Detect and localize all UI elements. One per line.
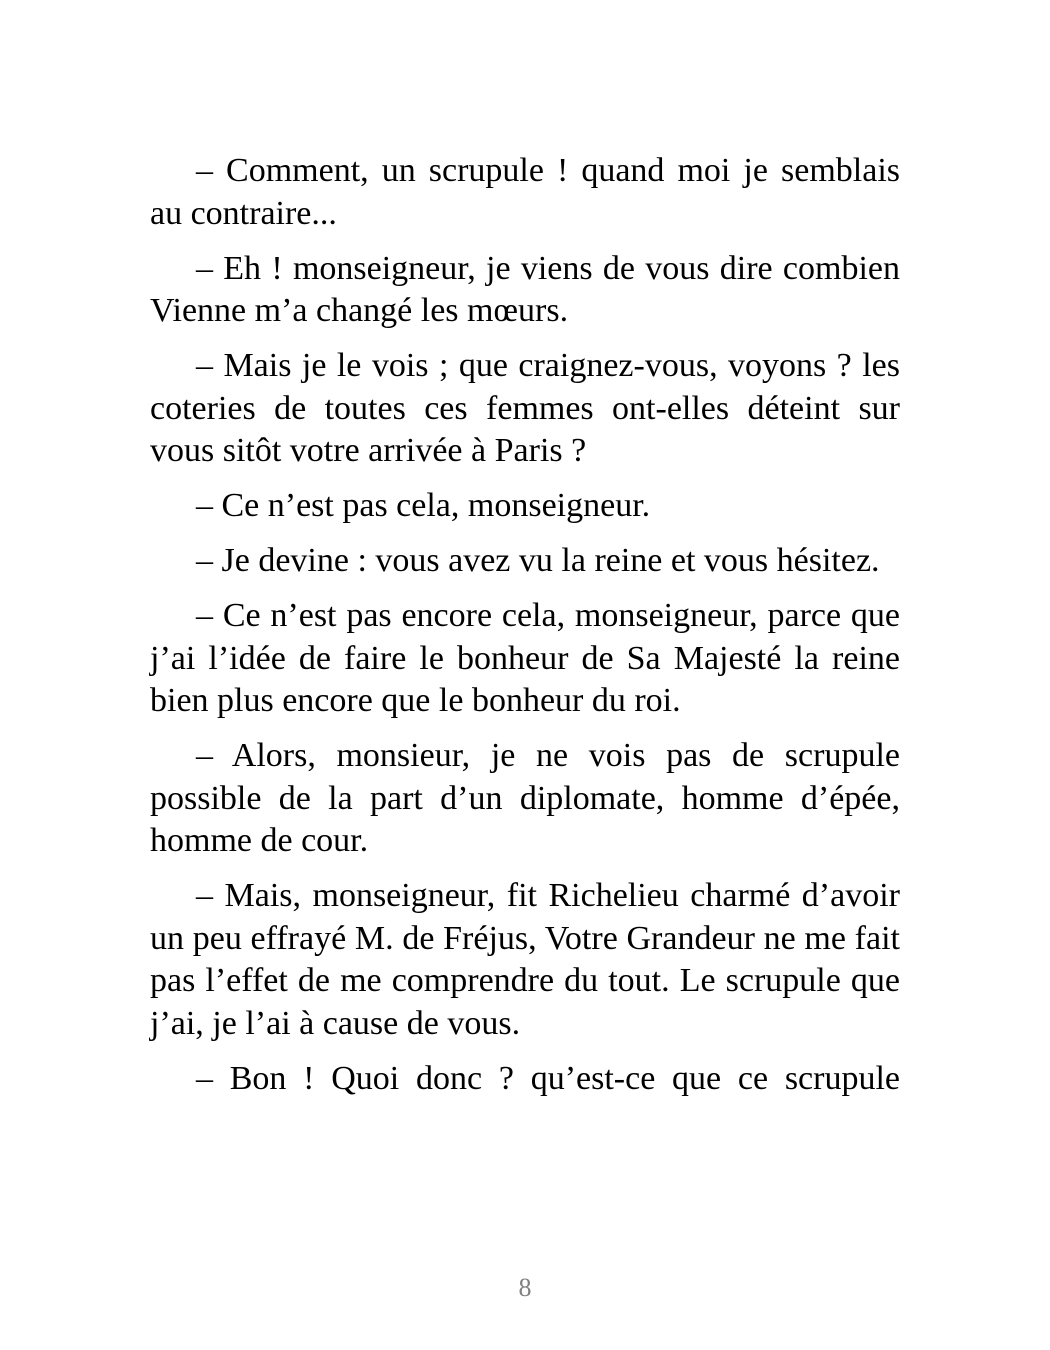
paragraph: – Mais, monseigneur, fit Richelieu charmé d’avoir un peu effrayé M. de Fréjus, Votre Grandeur ne me fait pas l’effet de me comprendre du tout. Le scrupule que j’ai, je l’ai à cause de vous. xyxy=(150,877,900,1042)
page-text xyxy=(150,150,900,1100)
paragraph: – Ce n’est pas cela, monseigneur. xyxy=(196,487,651,524)
page-number: 8 xyxy=(518,1273,532,1302)
paragraph: – Comment, un scrupule ! quand moi je semblais au contraire... xyxy=(150,152,900,232)
paragraph: – Eh ! monseigneur, je viens de vous dire combien Vienne m’a changé les mœurs. xyxy=(150,249,900,329)
paragraph: – Ce n’est pas encore cela, monseigneur, parce que j’ai l’idée de faire le bonheur de Sa Majesté la reine bien plus encore que le bonheur du roi. xyxy=(150,597,900,719)
paragraph-continued: – Bon ! Quoi donc ? qu’est-ce que ce scrupule xyxy=(196,1059,900,1097)
paragraph: – Mais je le vois ; que craignez-vous, voyons ? les coteries de toutes ces femmes ont-elles déteint sur vous sitôt votre arrivée à Paris ? xyxy=(150,347,900,469)
paragraph: – Je devine : vous avez vu la reine et vous hésitez. xyxy=(196,542,880,579)
paragraph: – Alors, monsieur, je ne vois pas de scrupule possible de la part d’un diplomate, homme d’épée, homme de cour. xyxy=(150,737,900,859)
